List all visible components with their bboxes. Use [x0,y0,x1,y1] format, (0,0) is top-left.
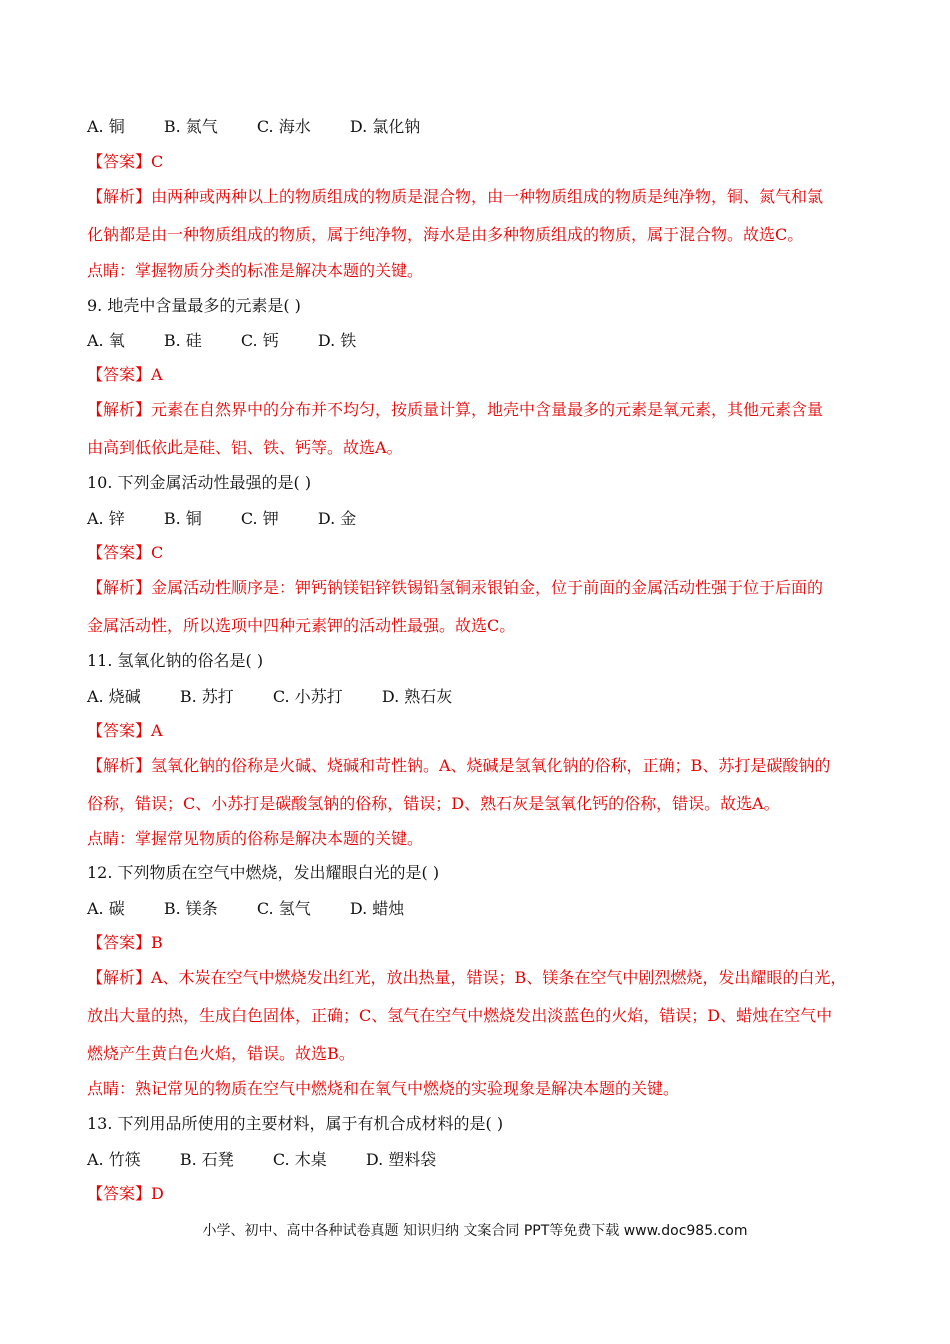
option: C. 氢气 [256,899,311,918]
option: D. 塑料袋 [365,1150,437,1169]
option: A. 铜 [87,117,125,136]
q10-stem: 10. 下列金属活动性最强的是( ) [87,473,312,492]
q11-answer: 【答案】A [87,721,163,740]
option: A. 竹筷 [87,1150,141,1169]
q8-options [87,116,870,138]
option: A. 氧 [87,331,125,350]
option: D. 氯化钠 [349,117,421,136]
q8-tip: 点睛：掌握物质分类的标准是解决本题的关键。 [87,261,424,280]
q8-answer: 【答案】C [87,152,164,171]
q13-stem: 13. 下列用品所使用的主要材料，属于有机合成材料的是( ) [87,1114,504,1133]
q9-analysis-line: 由高到低依此是硅、铝、铁、钙等。故选A。 [87,438,403,457]
q12-options [87,898,870,920]
q12-analysis-line: 放出大量的热，生成白色固体，正确；C、氢气在空气中燃烧发出淡蓝色的火焰，错误；D、蜡烛在空气中 [87,1006,833,1025]
q11-analysis-line: 【解析】氢氧化钠的俗称是火碱、烧碱和苛性钠。A、烧碱是氢氧化钠的俗称，正确；B、苏打是碳酸钠的 [87,756,831,775]
option: A. 锌 [87,509,125,528]
option: D. 铁 [317,331,357,350]
option: D. 蜡烛 [349,899,405,918]
q10-analysis-line: 【解析】金属活动性顺序是：钾钙钠镁铝锌铁锡铅氢铜汞银铂金，位于前面的金属活动性强于位于后面的 [87,578,824,597]
option: C. 木桌 [272,1150,327,1169]
q12-answer: 【答案】B [87,933,163,952]
option: B. 苏打 [179,687,234,706]
q10-answer: 【答案】C [87,543,164,562]
q12-analysis-line: 燃烧产生黄白色火焰，错误。故选B。 [87,1044,355,1063]
option: B. 石凳 [179,1150,234,1169]
option: A. 烧碱 [87,687,141,706]
q9-answer: 【答案】A [87,365,163,384]
page-footer: 小学、初中、高中各种试卷真题 知识归纳 文案合同 PPT等免费下载 www.doc985.com [202,1223,748,1239]
q11-stem: 11. 氢氧化钠的俗名是( ) [87,651,264,670]
q8-analysis-line: 化钠都是由一种物质组成的物质，属于纯净物，海水是由多种物质组成的物质，属于混合物。故选C。 [87,225,804,244]
q8-analysis-line: 【解析】由两种或两种以上的物质组成的物质是混合物，由一种物质组成的物质是纯净物，铜、氮气和氯 [87,187,824,206]
q9-options [87,330,870,352]
q11-tip: 点睛：掌握常见物质的俗称是解决本题的关键。 [87,829,424,848]
q11-options [87,686,870,708]
q12-stem: 12. 下列物质在空气中燃烧，发出耀眼白光的是( ) [87,863,440,882]
q13-answer: 【答案】D [87,1184,164,1203]
q10-options [87,508,870,530]
option: B. 氮气 [163,117,218,136]
option: C. 钾 [240,509,279,528]
q9-analysis-line: 【解析】元素在自然界中的分布并不均匀，按质量计算，地壳中含量最多的元素是氧元素，其他元素含量 [87,400,824,419]
option: C. 海水 [256,117,311,136]
option: B. 铜 [163,509,202,528]
q10-analysis-line: 金属活动性，所以选项中四种元素钾的活动性最强。故选C。 [87,616,516,635]
option: C. 钙 [240,331,279,350]
option: B. 镁条 [163,899,218,918]
option: D. 金 [317,509,357,528]
q11-analysis-line: 俗称，错误；C、小苏打是碳酸氢钠的俗称，错误；D、熟石灰是氢氧化钙的俗称，错误。故选A。 [87,794,780,813]
q13-options [87,1149,870,1171]
q12-analysis-line: 【解析】A、木炭在空气中燃烧发出红光，放出热量，错误；B、镁条在空气中剧烈燃烧，发出耀眼的白光， [87,968,847,987]
option: A. 碳 [87,899,125,918]
option: C. 小苏打 [272,687,343,706]
q9-stem: 9. 地壳中含量最多的元素是( ) [87,296,301,315]
q12-tip: 点睛：熟记常见的物质在空气中燃烧和在氧气中燃烧的实验现象是解决本题的关键。 [87,1079,680,1098]
option: D. 熟石灰 [381,687,453,706]
option: B. 硅 [163,331,202,350]
